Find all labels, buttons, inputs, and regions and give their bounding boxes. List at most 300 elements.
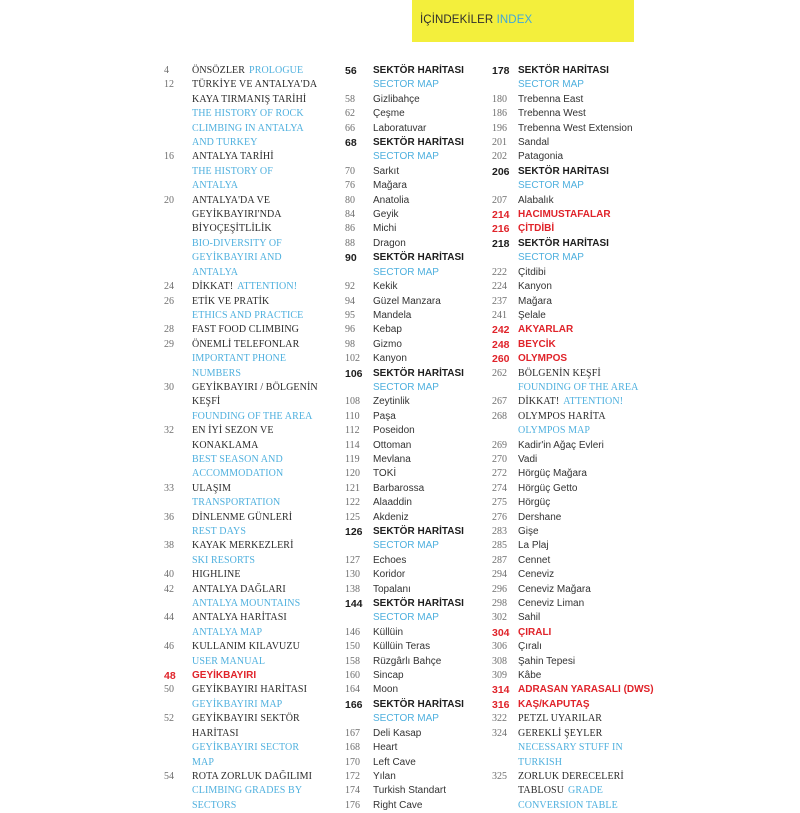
entry-english: BIO-DIVERSITY OF — [192, 237, 282, 249]
toc-entry — [345, 222, 485, 236]
entry-title: Mağara — [518, 295, 552, 307]
entry-title-part: DİKKAT! — [192, 281, 234, 293]
toc-entry — [345, 395, 485, 409]
entry-title: Mağara — [373, 180, 407, 192]
toc-entry — [492, 165, 642, 194]
toc-entry — [492, 352, 642, 366]
entry-title — [192, 64, 344, 78]
entry-title: Hörgüç Mağara — [518, 468, 587, 480]
page-number: 180 — [492, 93, 507, 105]
toc-entry — [345, 496, 485, 510]
entry-title: ANTALYA'DA VE — [192, 194, 271, 206]
entry-text — [373, 669, 485, 683]
toc-entry — [345, 770, 485, 784]
page-number: 30 — [164, 381, 174, 393]
page-number: 121 — [345, 482, 360, 494]
toc-entry — [345, 640, 485, 654]
toc-entry — [164, 381, 344, 424]
entry-text — [192, 482, 344, 511]
page-number: 36 — [164, 511, 174, 523]
toc-entry — [164, 611, 344, 640]
entry-english-inline: GRADE — [568, 785, 603, 797]
entry-text — [518, 295, 642, 309]
entry-text — [373, 784, 485, 798]
entry-text — [373, 655, 485, 669]
page-number: 164 — [345, 684, 360, 696]
toc-entry — [492, 554, 642, 568]
page-number: 174 — [345, 785, 360, 797]
entry-text — [518, 194, 642, 208]
entry-text — [373, 626, 485, 640]
page-number: 269 — [492, 439, 507, 451]
page-number: 94 — [345, 295, 355, 307]
toc-entry — [345, 194, 485, 208]
page-number: 170 — [345, 756, 360, 768]
toc-entry — [492, 237, 642, 266]
entry-title: Gizmo — [373, 338, 402, 350]
page-number: 127 — [345, 554, 360, 566]
toc-entry — [345, 626, 485, 640]
toc-entry — [164, 482, 344, 511]
toc-entry — [492, 482, 642, 496]
page-number: 270 — [492, 453, 507, 465]
entry-english: MAP — [192, 756, 214, 768]
entry-title: Ceneviz Mağara — [518, 583, 591, 595]
entry-title: Geyik — [373, 209, 399, 221]
entry-title: Alabalık — [518, 194, 554, 206]
entry-text — [518, 698, 642, 712]
entry-title: BEYCİK — [518, 338, 556, 350]
toc-entry — [492, 395, 642, 409]
entry-title: Turkish Standart — [373, 785, 446, 797]
page-title — [420, 14, 532, 26]
page-number: 158 — [345, 655, 360, 667]
entry-title: Moon — [373, 684, 399, 696]
entry-text — [518, 107, 642, 121]
toc-entry — [345, 165, 485, 179]
entry-title: HARİTASI — [192, 727, 239, 739]
page-number: 50 — [164, 684, 174, 696]
entry-title: OLYMPOS HARİTA — [518, 410, 606, 422]
entry-text — [373, 208, 485, 222]
entry-text — [373, 107, 485, 121]
entry-title: Trebenna East — [518, 93, 584, 105]
page-number: 206 — [492, 165, 510, 178]
entry-title: KAYA TIRMANIŞ TARİHİ — [192, 93, 307, 105]
entry-english: NUMBERS — [192, 367, 242, 379]
entry-text — [518, 626, 642, 640]
entry-title: BİYOÇEŞİTLİLİK — [192, 223, 272, 235]
toc-entry — [164, 669, 344, 683]
page-number: 120 — [345, 468, 360, 480]
entry-title: Michi — [373, 223, 397, 235]
entry-text — [373, 568, 485, 582]
entry-text — [518, 338, 642, 352]
entry-title: Trebenna West Extension — [518, 122, 633, 134]
entry-title: Sincap — [373, 670, 404, 682]
entry-text — [373, 367, 485, 396]
title-english: INDEX — [496, 14, 533, 26]
entry-text — [373, 222, 485, 236]
toc-entry — [345, 237, 485, 251]
entry-title: SEKTÖR HARİTASI — [373, 598, 464, 610]
entry-text — [518, 467, 642, 481]
entry-english: GEYİKBAYIRI MAP — [192, 698, 283, 710]
entry-title: Paşa — [373, 410, 396, 422]
toc-entry — [492, 712, 642, 726]
entry-text — [518, 568, 642, 582]
entry-title: Mevlana — [373, 453, 411, 465]
entry-english: CONVERSION TABLE — [518, 799, 618, 811]
entry-title: ÇIRALI — [518, 626, 552, 638]
entry-title: Zeytinlik — [373, 396, 410, 408]
page-number: 46 — [164, 641, 174, 653]
toc-entry — [492, 583, 642, 597]
toc-entry — [345, 93, 485, 107]
entry-title: Sandal — [518, 137, 550, 149]
toc-entry — [492, 150, 642, 164]
entry-title: Poseidon — [373, 425, 415, 437]
entry-text — [192, 64, 344, 78]
page-number: 283 — [492, 526, 507, 537]
entry-title: BÖLGENİN KEŞFİ — [518, 367, 601, 379]
toc-entry — [164, 323, 344, 337]
entry-text — [518, 525, 642, 539]
entry-text — [192, 323, 344, 337]
entry-text — [373, 496, 485, 510]
entry-text — [373, 179, 485, 193]
index-tab — [412, 0, 634, 42]
entry-text — [192, 295, 344, 324]
toc-entry — [164, 712, 344, 770]
entry-text — [518, 136, 642, 150]
toc-entry — [492, 597, 642, 611]
entry-title: OLYMPOS — [518, 353, 568, 365]
entry-text — [373, 741, 485, 755]
toc-entry — [492, 669, 642, 683]
toc-entry — [492, 727, 642, 770]
toc-entry — [345, 136, 485, 165]
toc-entry — [492, 309, 642, 323]
entry-text — [518, 712, 642, 726]
toc-entry — [345, 511, 485, 525]
entry-text — [518, 266, 642, 280]
entry-english: NECESSARY STUFF IN — [518, 742, 623, 754]
page-number: 58 — [345, 93, 355, 105]
page-number: 42 — [164, 583, 174, 595]
entry-text — [373, 122, 485, 136]
page-number: 308 — [492, 655, 507, 667]
entry-english: IMPORTANT PHONE — [192, 353, 287, 365]
entry-text — [373, 525, 485, 554]
entry-title-part: DİKKAT! — [518, 396, 560, 408]
page-number: 276 — [492, 511, 507, 523]
page-number: 196 — [492, 122, 507, 134]
entry-english: BEST SEASON AND — [192, 453, 283, 465]
entry-title: Barbarossa — [373, 482, 425, 494]
entry-english: THE HISTORY OF ROCK — [192, 108, 304, 120]
toc-entry — [345, 251, 485, 280]
entry-title: Heart — [373, 742, 398, 754]
page-number: 95 — [345, 309, 355, 321]
entry-text — [518, 208, 642, 222]
toc-entry — [345, 583, 485, 597]
entry-text — [192, 640, 344, 669]
toc-entry — [345, 597, 485, 626]
entry-title: Ceneviz — [518, 569, 555, 581]
page-number: 125 — [345, 511, 360, 523]
toc-entry — [492, 683, 654, 697]
page-number: 20 — [164, 194, 174, 206]
page-number: 272 — [492, 468, 507, 480]
toc-entry — [345, 64, 485, 93]
entry-english: ANTALYA MAP — [192, 626, 263, 638]
entry-title: ROTA ZORLUK DAĞILIMI — [192, 770, 313, 782]
entry-text — [518, 640, 642, 654]
entry-title — [192, 280, 344, 294]
page-number: 122 — [345, 497, 360, 509]
toc-entry — [164, 568, 344, 582]
page-number: 106 — [345, 367, 363, 380]
entry-text — [373, 756, 485, 770]
page-number: 201 — [492, 137, 507, 149]
toc-entry — [492, 136, 642, 150]
page-number: 275 — [492, 497, 507, 509]
entry-text — [518, 352, 642, 366]
entry-text — [373, 482, 485, 496]
entry-title: SEKTÖR HARİTASI — [373, 65, 464, 76]
page-number: 178 — [492, 65, 510, 77]
entry-text — [373, 554, 485, 568]
entry-title: SEKTÖR HARİTASI — [518, 165, 609, 177]
entry-title: Deli Kasap — [373, 727, 422, 739]
entry-text — [373, 93, 485, 107]
entry-text — [373, 165, 485, 179]
page-number: 324 — [492, 727, 507, 739]
entry-title: HACIMUSTAFALAR — [518, 209, 611, 221]
entry-english: GEYİKBAYIRI AND — [192, 252, 282, 264]
entry-title: TOKİ — [373, 468, 397, 480]
entry-title: KULLANIM KILAVUZU — [192, 641, 300, 653]
page-number: 216 — [492, 223, 510, 236]
toc-entry — [345, 799, 485, 813]
page-number: 260 — [492, 353, 510, 366]
page-number: 114 — [345, 439, 360, 451]
toc-entry — [164, 295, 344, 324]
entry-title: ZORLUK DERECELERİ — [518, 770, 624, 782]
toc-entry — [492, 93, 642, 107]
entry-title: Mandela — [373, 309, 412, 321]
entry-title: Dragon — [373, 237, 406, 249]
entry-english-inline: PROLOGUE — [249, 65, 304, 76]
entry-title — [518, 784, 642, 798]
toc-entry — [345, 107, 485, 121]
entry-title: Ceneviz Liman — [518, 598, 585, 610]
entry-english: SECTORS — [192, 799, 237, 811]
toc-entry — [492, 525, 642, 539]
page-number: 112 — [345, 425, 360, 437]
entry-english: SECTOR MAP — [518, 180, 584, 192]
page-number: 294 — [492, 569, 507, 581]
page-number: 267 — [492, 396, 507, 408]
entry-text — [373, 640, 485, 654]
entry-english: SECTOR MAP — [518, 252, 584, 264]
toc-entry — [492, 222, 642, 236]
toc-entry — [492, 367, 642, 396]
entry-title: Left Cave — [373, 756, 416, 768]
entry-title — [518, 395, 642, 409]
entry-text — [518, 482, 642, 496]
toc-entry — [164, 683, 344, 712]
page-number: 262 — [492, 367, 507, 379]
toc-entry — [345, 323, 485, 337]
toc-entry — [492, 338, 642, 352]
entry-title: PETZL UYARILAR — [518, 713, 603, 725]
page-number: 222 — [492, 266, 507, 278]
entry-text — [373, 799, 485, 813]
toc-entry — [164, 583, 344, 612]
entry-text — [373, 64, 485, 93]
entry-title: Ottoman — [373, 439, 412, 451]
entry-title: Topalanı — [373, 583, 411, 595]
toc-entry — [492, 323, 642, 337]
entry-text — [373, 338, 485, 352]
entry-text — [373, 194, 485, 208]
entry-english-inline: ATTENTION! — [563, 396, 624, 408]
page-number: 66 — [345, 122, 355, 134]
entry-title: ETİK VE PRATİK — [192, 295, 270, 307]
entry-text — [192, 338, 344, 381]
entry-title: KAYAK MERKEZLERİ — [192, 540, 294, 552]
entry-title: GEYİKBAYIRI / BÖLGENİN — [192, 381, 318, 393]
page-number: 4 — [164, 65, 169, 76]
entry-text — [192, 568, 344, 582]
page-number: 92 — [345, 281, 355, 293]
entry-title: DİNLENME GÜNLERİ — [192, 511, 293, 523]
toc-entry — [345, 352, 485, 366]
entry-title: AKYARLAR — [518, 324, 574, 336]
entry-text — [518, 222, 642, 236]
entry-title: TÜRKİYE VE ANTALYA'DA — [192, 79, 318, 91]
page-number: 309 — [492, 670, 507, 682]
entry-text — [373, 410, 485, 424]
entry-english: SECTOR MAP — [373, 381, 439, 393]
page-number: 98 — [345, 338, 355, 350]
toc-entry — [345, 698, 485, 727]
toc-column-2 — [345, 64, 485, 813]
page-number: 322 — [492, 713, 507, 725]
toc-entry — [345, 568, 485, 582]
entry-english: SECTOR MAP — [518, 79, 584, 91]
entry-text — [373, 136, 485, 165]
toc-entry — [345, 554, 485, 568]
toc-entry — [492, 194, 642, 208]
toc-entry — [345, 295, 485, 309]
page-number: 248 — [492, 338, 510, 351]
toc-entry — [492, 107, 642, 121]
entry-text — [192, 150, 344, 193]
page-number: 166 — [345, 698, 363, 711]
entry-text — [192, 669, 344, 683]
toc-entry — [164, 194, 344, 280]
toc-entry — [345, 338, 485, 352]
entry-text — [518, 280, 642, 294]
toc-entry — [345, 741, 485, 755]
toc-entry — [345, 482, 485, 496]
toc-entry — [345, 410, 485, 424]
entry-title: Koridor — [373, 569, 406, 581]
entry-text — [518, 64, 642, 93]
entry-text — [518, 93, 642, 107]
entry-english: ANTALYA — [192, 266, 239, 278]
toc-entry — [345, 784, 485, 798]
entry-english: SECTOR MAP — [373, 612, 439, 624]
entry-english: CLIMBING IN ANTALYA — [192, 122, 304, 134]
entry-text — [373, 295, 485, 309]
entry-title: SEKTÖR HARİTASI — [373, 137, 464, 149]
entry-text — [192, 424, 344, 482]
entry-text — [373, 395, 485, 409]
entry-text — [518, 655, 642, 669]
entry-text — [373, 323, 485, 337]
toc-entry — [492, 453, 642, 467]
page-number: 68 — [345, 137, 357, 150]
entry-title: ÖNEMLİ TELEFONLAR — [192, 338, 300, 350]
toc-entry — [492, 410, 642, 439]
entry-english: ETHICS AND PRACTICE — [192, 309, 304, 321]
page-number: 88 — [345, 237, 355, 249]
entry-english: FOUNDING OF THE AREA — [192, 410, 313, 422]
page-number: 80 — [345, 194, 355, 206]
entry-title: GEYİKBAYIRI'NDA — [192, 209, 282, 221]
entry-text — [373, 424, 485, 438]
entry-text — [518, 611, 642, 625]
page-number: 242 — [492, 324, 510, 337]
toc-entry — [345, 280, 485, 294]
entry-title: Kadir'in Ağaç Evleri — [518, 439, 604, 451]
page-number: 186 — [492, 108, 507, 120]
entry-text — [518, 554, 642, 568]
entry-title-part: TABLOSU — [518, 785, 565, 797]
entry-title: SEKTÖR HARİTASI — [518, 237, 609, 249]
entry-title: EN İYİ SEZON VE — [192, 425, 274, 437]
page-number: 146 — [345, 626, 360, 638]
toc-entry — [492, 655, 642, 669]
toc-entry — [164, 78, 344, 150]
entry-text — [518, 367, 642, 396]
entry-title: Küllüin Teras — [373, 641, 431, 653]
toc-entry — [164, 640, 344, 669]
entry-english: CLIMBING GRADES BY — [192, 785, 303, 797]
entry-title: Cennet — [518, 554, 551, 566]
entry-title: Sahil — [518, 612, 541, 624]
toc-entry — [345, 683, 485, 697]
toc-entry — [345, 669, 485, 683]
page-number: 90 — [345, 252, 357, 265]
page-number: 40 — [164, 569, 174, 581]
entry-title: Anatolia — [373, 194, 410, 206]
toc-entry — [492, 64, 642, 93]
page-number: 52 — [164, 713, 174, 725]
entry-title: Vadi — [518, 453, 538, 465]
toc-column-1 — [164, 64, 344, 813]
page-number: 33 — [164, 482, 174, 494]
entry-title: Hörgüç Getto — [518, 482, 578, 494]
toc-entry — [492, 295, 642, 309]
entry-english: SECTOR MAP — [373, 713, 439, 725]
entry-title: Küllüin — [373, 626, 404, 638]
toc-entry — [492, 539, 642, 553]
